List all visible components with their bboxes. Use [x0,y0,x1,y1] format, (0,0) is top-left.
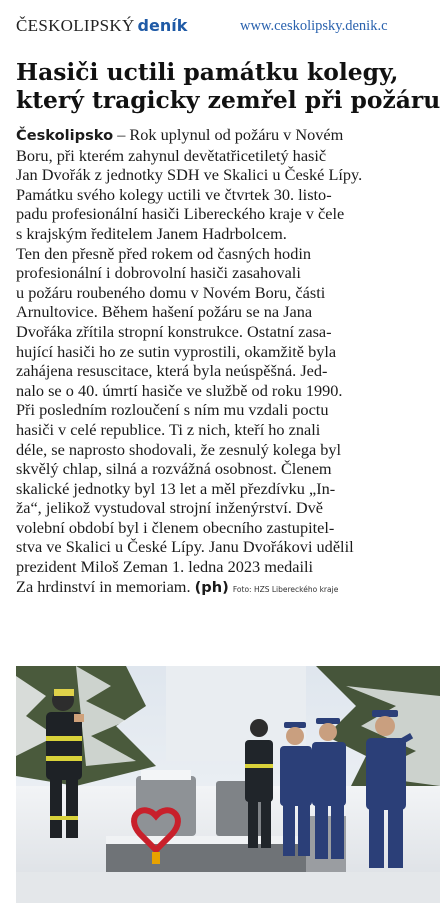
body-line: stva ve Skalici u České Lípy. Janu Dvořákovi udělil [16,537,354,557]
body-line: s krajským ředitelem Janem Hadrbolcem. [16,223,287,243]
body-line: ža“, jelikož vystudoval strojní inženýrství. Dvě [16,498,324,518]
author-signature: (ph) [194,578,229,596]
body-line: padu profesionální hasiči Libereckého kraje v čele [16,204,345,224]
body-line: hující hasiči ho ze sutin vyprostili, okamžitě byla [16,341,337,361]
body-line: prezident Miloš Zeman 1. ledna 2023 medaili [16,557,314,577]
body-line-text: – Rok uplynul od požáru v Novém [113,125,344,144]
article-photo [16,666,440,903]
body-line: skvělý chlap, silná a rozvážná osobnost. Členem [16,459,332,479]
body-line: skalické jednotky byl 13 let a měl přezdívku „In- [16,478,336,498]
masthead [16,16,440,38]
body-line-last [16,577,440,600]
memorial-photo-illustration [16,666,440,903]
body-line: volební období byl i členem obecního zastupitel- [16,517,335,537]
newspaper-brand-accent: deník [137,16,188,35]
body-line: Dvořáka zřítila stropní konstrukce. Ostatní zasa- [16,321,332,341]
body-line: Arnultovice. Během hašení požáru se na Jana [16,302,313,322]
body-line: Jan Dvořák z jednotky SDH ve Skalici u České Lípy. [16,165,363,185]
headline-line-1: Hasiči uctili památku kolegy, [16,58,399,86]
body-line: Ten den přesně před rokem od časných hodin [16,243,311,263]
body-line: u požáru roubeného domu v Novém Boru, části [16,282,326,302]
body-line: Památku svého kolegy uctili ve čtvrtek 30. listo- [16,184,332,204]
body-line: Boru, při kterém zahynul devětatřicetiletý hasič [16,145,327,165]
body-line: nalo se o 40. úmrtí hasiče ve službě od roku 1990. [16,380,343,400]
article-headline [16,58,440,114]
newspaper-brand: ČESKOLIPSKÝ [16,16,135,35]
body-line-1 [16,125,440,146]
body-line: Při posledním rozloučení s ním mu vzdali poctu [16,400,329,420]
body-line: déle, se naprosto shodovali, že zesnulý kolega byl [16,439,342,459]
body-line: hasiči v celé republice. Ti z nich, kteří ho znali [16,419,321,439]
headline-line-2: který tragicky zemřel při požáru [16,86,440,114]
body-line-text: Za hrdinství in memoriam. [16,576,195,596]
article-body [16,125,440,599]
photo-credit: Foto: HZS Libereckého kraje [232,584,339,594]
body-line: zahájena resuscitace, která byla neúspěšná. Jed- [16,361,328,381]
website-url[interactable]: www.ceskolipsky.denik.c [240,18,388,34]
lead-word: Českolipsko [16,127,114,144]
body-line: profesionální i dobrovolní hasiči zasahovali [16,263,301,283]
